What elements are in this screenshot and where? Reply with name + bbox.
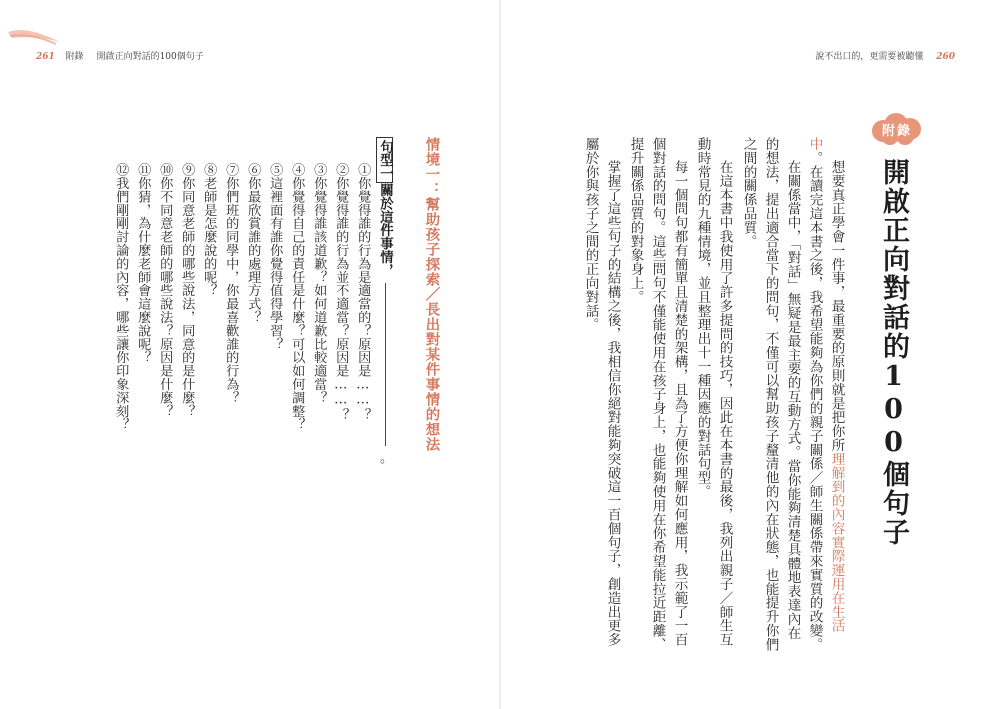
question-item: ⑥你最欣賞誰的處理方式？ (245, 163, 261, 324)
left-header-section: 附錄 (65, 52, 84, 62)
intro-line: 中。在讀完這本書之後，我希望能夠為你們的親子關係／師生關係帶來實質的改變。 (806, 137, 823, 652)
pattern-label: 句型一 (376, 137, 393, 183)
question-item: ②你覺得誰的行為並不適當？原因是……？ (333, 163, 349, 422)
appendix-title: 開啟正向對話的100個句子 (878, 158, 909, 547)
question-item: ⑩你不同意老師的哪些說法？原因是什麼？ (157, 163, 173, 418)
pattern-text: 關於這件事情， (377, 183, 394, 278)
question-item: ⑨你同意老師的哪些說法，同意的是什麼？ (179, 163, 195, 418)
question-item: ⑧老師是怎麼說的呢？ (201, 163, 217, 298)
book-spine (499, 0, 501, 709)
right-page-header (815, 49, 955, 62)
intro-line: 掌握了這些句子的結構之後，我相信你絕對能夠突破這一百個句子，創造出更多 (604, 160, 621, 647)
pattern-end: 。 (380, 451, 394, 466)
intro-line: 每一個問句都有簡單且清楚的架構，且為了方便你理解如何應用，我示範了一百 (671, 160, 688, 647)
right-header-title: 說不出口的，更需要被聽懂 (815, 52, 924, 62)
right-page-number: 260 (936, 52, 955, 62)
left-page-header (36, 49, 204, 62)
intro-line: 在關係當中，「對話」無疑是最主要的互動方式。當你能夠清楚具體地表達內在 (784, 160, 801, 640)
question-item: ⑤這裡面有誰你覺得值得學習？ (267, 163, 283, 351)
question-item: ①你覺得誰的行為是適當的？原因是……？ (355, 163, 371, 422)
appendix-badge-label: 附錄 (881, 123, 912, 139)
brush-stroke-decoration (6, 26, 62, 48)
intro-line: 在這本書中我使用了許多提問的技巧，因此在本書的最後，我列出親子／師生互 (716, 160, 733, 647)
intro-line: 屬於你與孩子之間的正向對話。 (582, 137, 599, 332)
intro-line: 動時常見的九種情境，並且整理出十一種因應的對話句型。 (694, 137, 711, 499)
left-header-title: 開啟正向對話的100個句子 (96, 52, 204, 62)
intro-line: 想要真正學會一件事，最重要的原則就是把你所理解到的內容實際運用在生活 (828, 160, 845, 633)
intro-line: 提升關係品質的對象身上。 (627, 137, 644, 304)
left-page-number: 261 (36, 52, 55, 62)
sentence-pattern-heading (376, 137, 393, 277)
situation-heading: 情境一：幫助孩子探索／長出對某件事情的想法 (423, 137, 441, 452)
question-item: ⑫我們剛剛討論的內容，哪些讓你印象深刻？ (113, 163, 129, 432)
intro-line: 個對話的問句。這些問句不僅能使用在孩子身上，也能夠使用在你希望能拉近距離、 (649, 137, 666, 652)
question-item: ④你覺得自己的責任是什麼？可以如何調整？ (289, 163, 305, 432)
question-item: ⑦你們班的同學中，你最喜歡誰的行為？ (223, 163, 239, 405)
question-item: ⑪你猜，為什麼老師會這麼說呢？ (135, 163, 151, 365)
intro-line: 的想法，提出適合當下的問句，不僅可以幫助孩子釐清他的內在狀態，也能提升你們 (762, 137, 779, 652)
intro-line: 之間的關係品質。 (740, 137, 757, 249)
fill-in-blank-line (385, 283, 386, 446)
question-item: ③你覺得誰該道歉？如何道歉比較適當？ (311, 163, 327, 405)
